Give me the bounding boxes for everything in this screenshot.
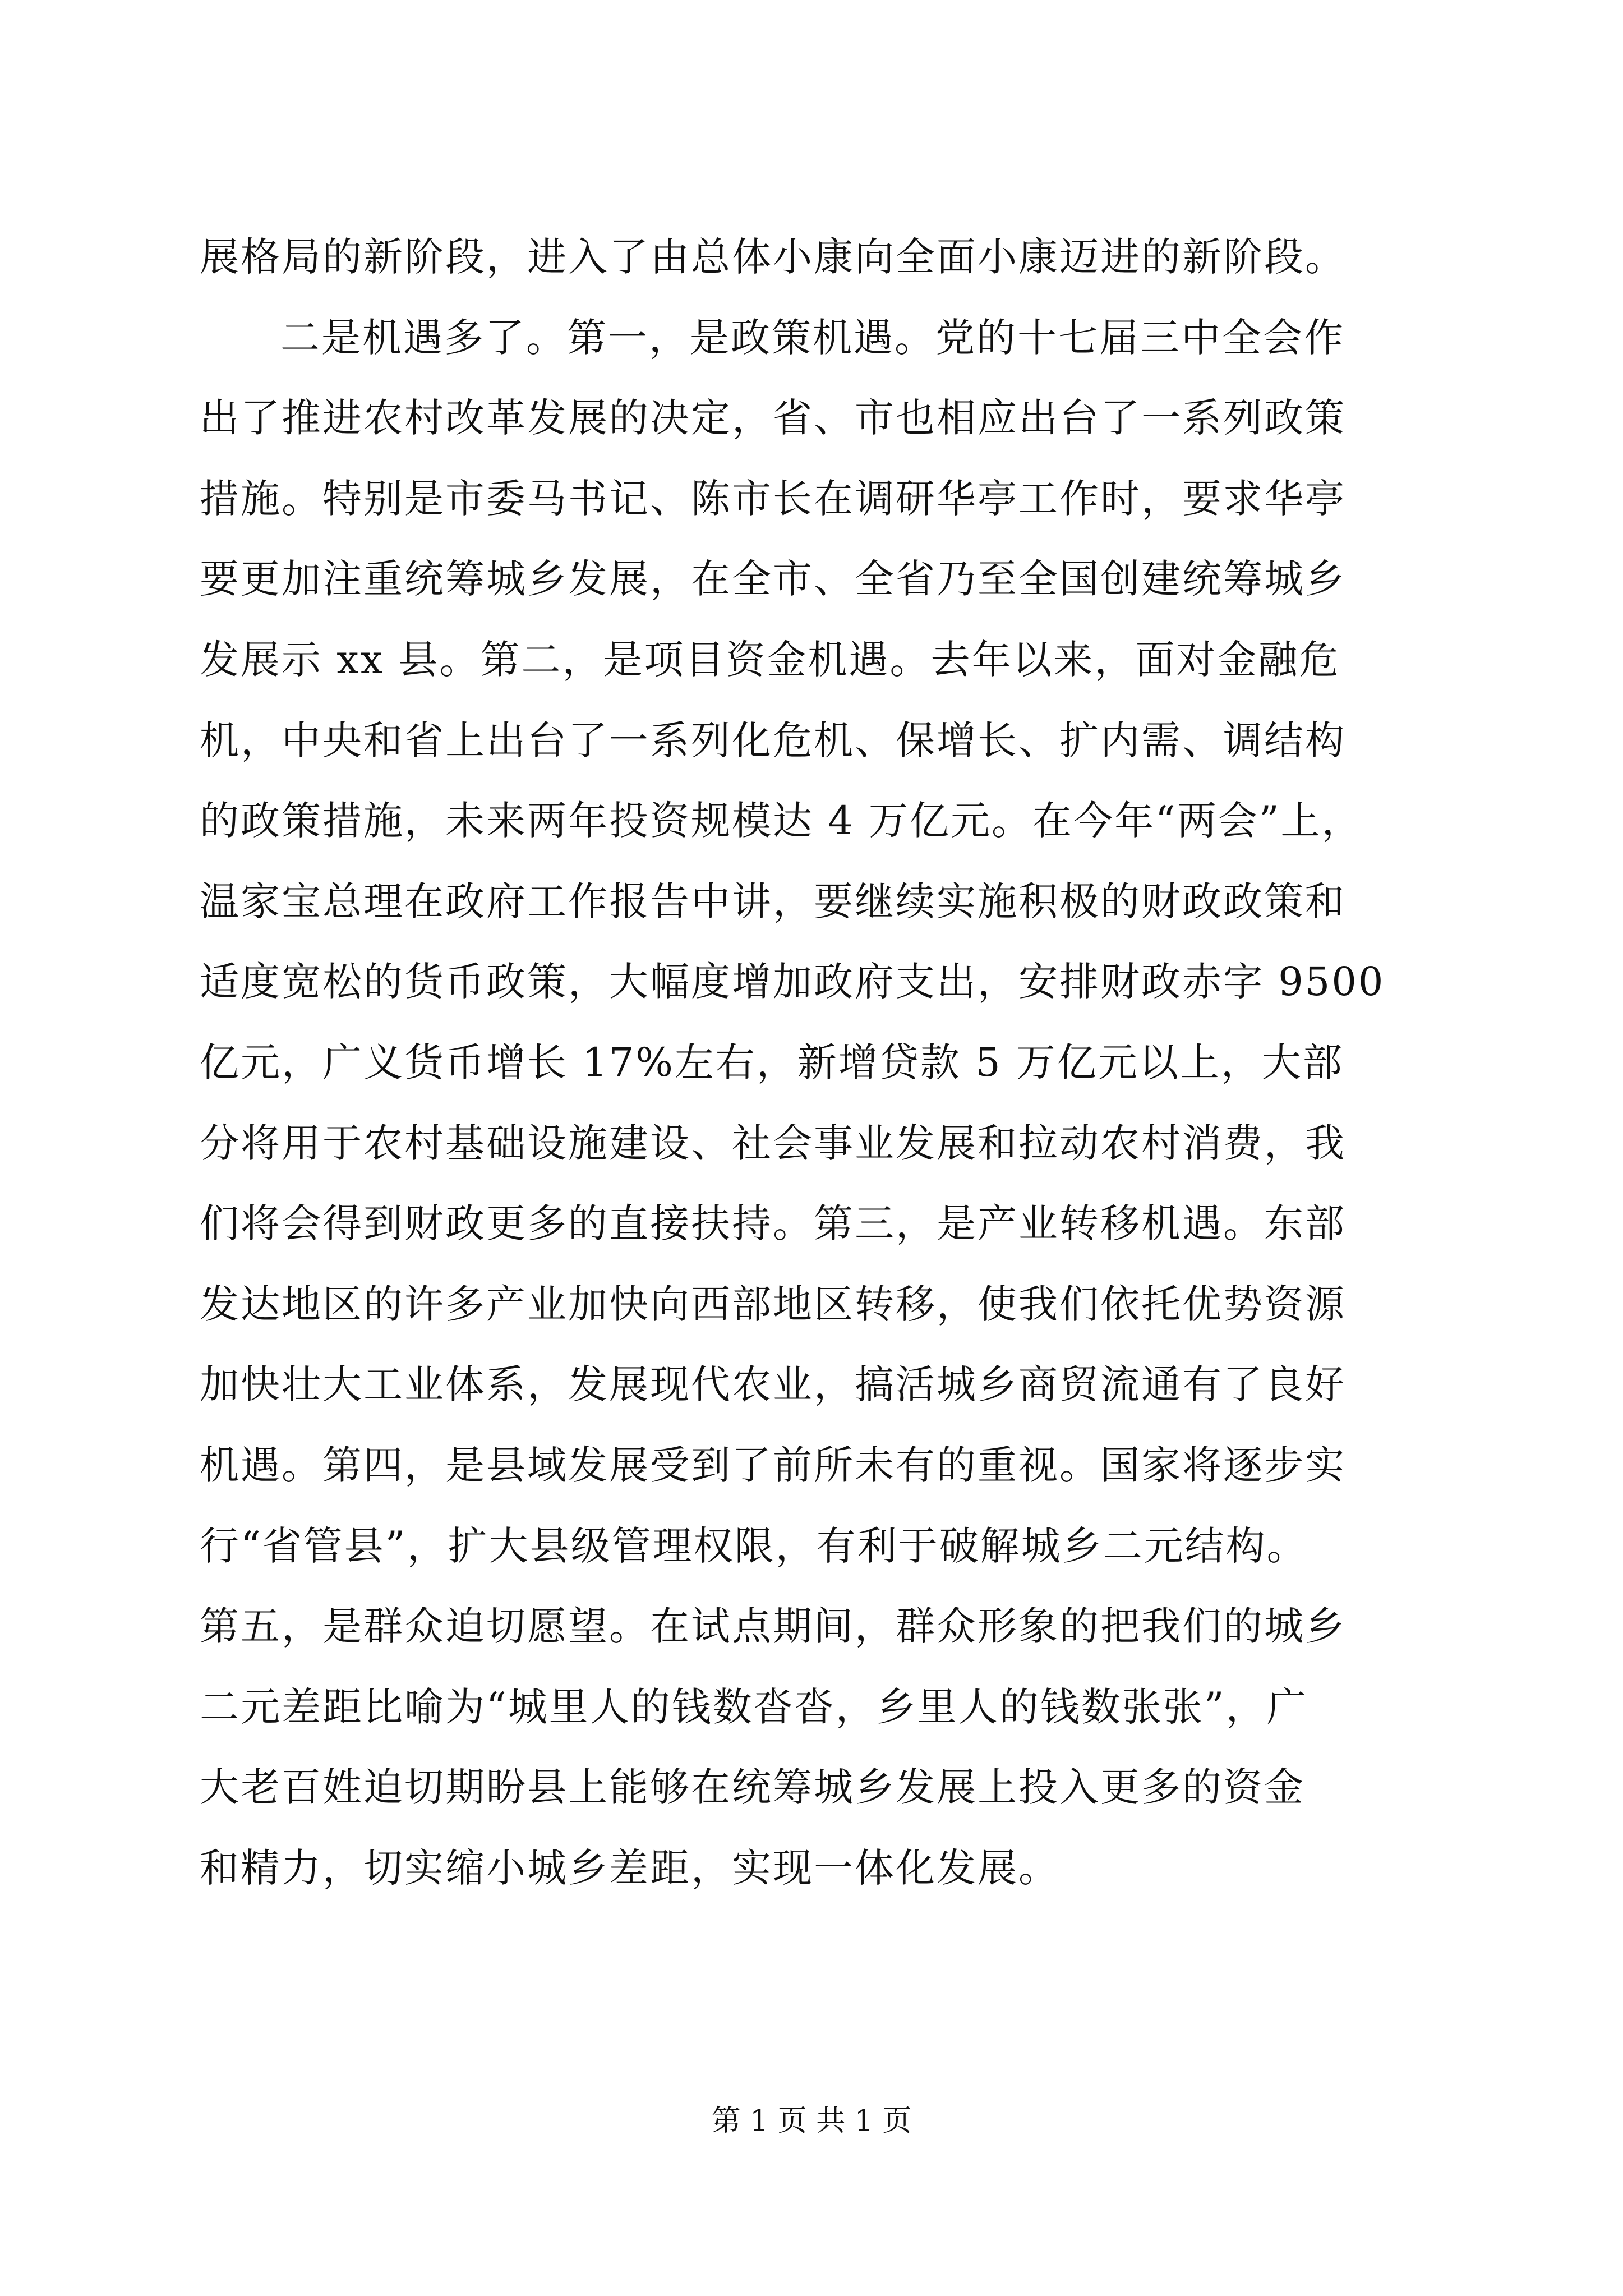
text-line: 温家宝总理在政府工作报告中讲，要继续实施积极的财政政策和 [200, 878, 1346, 924]
text-line: 发达地区的许多产业加快向西部地区转移，使我们依托优势资源 [200, 1281, 1346, 1327]
text-line: 要更加注重统筹城乡发展，在全市、全省乃至全国创建统筹城乡 [200, 556, 1346, 602]
text-line: 分将用于农村基础设施建设、社会事业发展和拉动农村消费，我 [200, 1120, 1346, 1166]
text-line: 展格局的新阶段，进入了由总体小康向全面小康迈进的新阶段。 [200, 234, 1346, 280]
text-line: 出了推进农村改革发展的决定，省、市也相应出台了一系列政策 [200, 395, 1346, 441]
text-line: 加快壮大工业体系，发展现代农业，搞活城乡商贸流通有了良好 [200, 1361, 1346, 1407]
text-line: 的政策措施，未来两年投资规模达 4 万亿元。在今年“两会”上， [200, 798, 1363, 844]
text-line: 二是机遇多了。第一，是政策机遇。党的十七届三中全会作 [280, 315, 1345, 361]
text-line: 机遇。第四，是县域发展受到了前所未有的重视。国家将逐步实 [200, 1442, 1346, 1488]
text-line: 第五，是群众迫切愿望。在试点期间，群众形象的把我们的城乡 [200, 1603, 1346, 1649]
text-line: 适度宽松的货币政策，大幅度增加政府支出，安排财政赤字 9500 [200, 959, 1385, 1005]
text-line: 和精力，切实缩小城乡差距，实现一体化发展。 [200, 1845, 1059, 1891]
text-line: 措施。特别是市委马书记、陈市长在调研华亭工作时，要求华亭 [200, 476, 1346, 522]
page-number-footer: 第 1 页 共 1 页 [711, 2104, 912, 2138]
text-line: 行“省管县”，扩大县级管理权限，有利于破解城乡二元结构。 [200, 1523, 1308, 1569]
text-line: 机，中央和省上出台了一系列化危机、保增长、扩内需、调结构 [200, 717, 1346, 763]
text-line: 二元差距比喻为“城里人的钱数沓沓，乡里人的钱数张张”，广 [200, 1684, 1308, 1730]
text-line: 们将会得到财政更多的直接扶持。第三，是产业转移机遇。东部 [200, 1200, 1346, 1246]
text-line: 发展示 xx 县。第二，是项目资金机遇。去年以来，面对金融危 [200, 637, 1340, 683]
text-line: 亿元，广义货币增长 17%左右，新增贷款 5 万亿元以上，大部 [200, 1039, 1344, 1085]
text-line: 大老百姓迫切期盼县上能够在统筹城乡发展上投入更多的资金 [200, 1764, 1305, 1810]
